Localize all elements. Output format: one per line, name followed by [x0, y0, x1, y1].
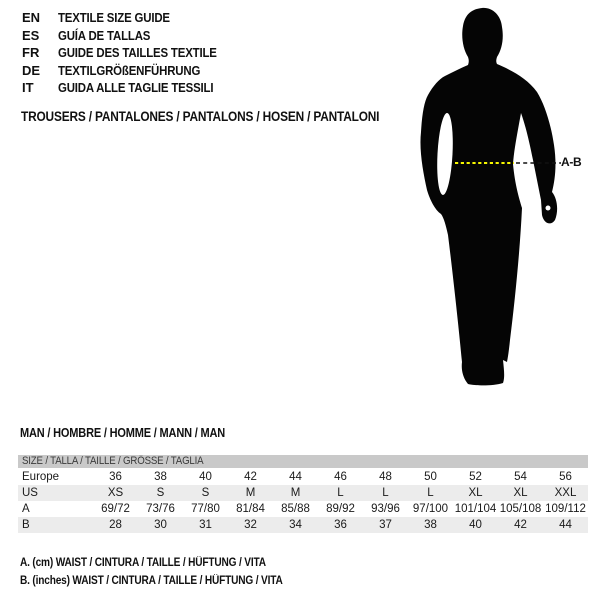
table-cell: 34 [289, 519, 302, 531]
table-cell: 52 [469, 471, 482, 483]
table-cell: S [201, 487, 210, 499]
table-cell: 101/104 [454, 503, 497, 515]
language-title-block [22, 9, 238, 97]
table-row-us [18, 485, 588, 501]
table-row-europe [18, 469, 588, 485]
table-cell: L [337, 487, 344, 499]
language-code: IT [22, 80, 34, 95]
table-cell: 42 [514, 519, 527, 531]
hand-highlight [546, 206, 551, 211]
language-label: GUIDA ALLE TAGLIE TESSILI [58, 80, 214, 95]
note-b-text: B. (inches) WAIST / CINTURA / TAILLE / HÜFTUNG / VITA [20, 575, 283, 587]
table-cell: 40 [199, 471, 212, 483]
table-cell: 37 [379, 519, 392, 531]
man-silhouette [420, 8, 557, 385]
language-row [22, 62, 238, 80]
row-label: B [22, 519, 30, 531]
row-label: A [22, 503, 30, 515]
man-silhouette-figure [405, 0, 595, 400]
language-code: FR [22, 45, 40, 60]
table-cell: 38 [424, 519, 437, 531]
table-cell: 48 [379, 471, 392, 483]
table-row-b-inches [18, 517, 588, 533]
table-cell: 93/96 [371, 503, 400, 515]
table-row-a-cm [18, 501, 588, 517]
table-cell: 81/84 [236, 503, 265, 515]
row-label: US [22, 487, 38, 499]
language-code: ES [22, 27, 40, 43]
table-cell: 77/80 [191, 503, 220, 515]
table-cell: 32 [244, 519, 257, 531]
size-table-grid [18, 469, 588, 533]
table-cell: XXL [554, 487, 577, 499]
table-cell: 85/88 [281, 503, 310, 515]
table-cell: 36 [109, 471, 122, 483]
note-a-text: A. (cm) WAIST / CINTURA / TAILLE / HÜFTUNG / VITA [20, 557, 266, 569]
language-row [22, 44, 238, 62]
section-title-text: MAN / HOMBRE / HOMME / MANN / MAN [20, 426, 226, 440]
language-row [22, 9, 238, 27]
language-label: GUIDE DES TAILLES TEXTILE [58, 45, 217, 60]
table-cell: 50 [424, 471, 437, 483]
table-cell: 30 [154, 519, 167, 531]
table-cell: 105/108 [499, 503, 542, 515]
table-cell: 28 [109, 519, 122, 531]
table-cell: S [156, 487, 165, 499]
section-title [20, 426, 253, 440]
note-a [20, 554, 318, 572]
table-cell: 56 [559, 471, 572, 483]
row-label: Europe [22, 471, 60, 483]
table-cell: L [382, 487, 389, 499]
measurement-notes [20, 554, 318, 590]
garment-title [21, 109, 428, 124]
table-cell: 44 [289, 471, 302, 483]
language-label: TEXTILE SIZE GUIDE [58, 10, 170, 25]
table-cell: M [245, 487, 256, 499]
table-cell: 97/100 [412, 503, 449, 515]
table-cell: 54 [514, 471, 527, 483]
size-table-header-text: SIZE / TALLA / TAILLE / GRÖSSE / TAGLIA [22, 455, 204, 467]
garment-title-text: TROUSERS / PANTALONES / PANTALONS / HOSEN / PANTALONI [21, 109, 380, 124]
table-cell: 89/92 [326, 503, 355, 515]
language-label: TEXTILGRÖßENFÜHRUNG [58, 62, 201, 78]
table-cell: 40 [469, 519, 482, 531]
note-b [20, 572, 318, 590]
table-cell: M [290, 487, 301, 499]
table-cell: 38 [154, 471, 167, 483]
table-cell: 44 [559, 519, 572, 531]
table-cell: 46 [334, 471, 347, 483]
table-cell: XL [513, 487, 528, 499]
table-cell: XL [468, 487, 483, 499]
language-row [22, 27, 238, 45]
table-cell: 31 [199, 519, 212, 531]
table-cell: L [427, 487, 434, 499]
language-code: EN [22, 10, 41, 25]
language-label: GUÍA DE TALLAS [58, 27, 151, 43]
language-row [22, 79, 238, 97]
table-cell: 73/76 [146, 503, 175, 515]
table-cell: 69/72 [101, 503, 130, 515]
table-cell: XS [107, 487, 124, 499]
size-table-header [18, 455, 588, 468]
size-table [18, 455, 588, 533]
table-cell: 42 [244, 471, 257, 483]
table-cell: 109/112 [545, 503, 586, 515]
measure-label: A-B [561, 155, 582, 169]
table-cell: 36 [334, 519, 347, 531]
language-code: DE [22, 62, 41, 78]
